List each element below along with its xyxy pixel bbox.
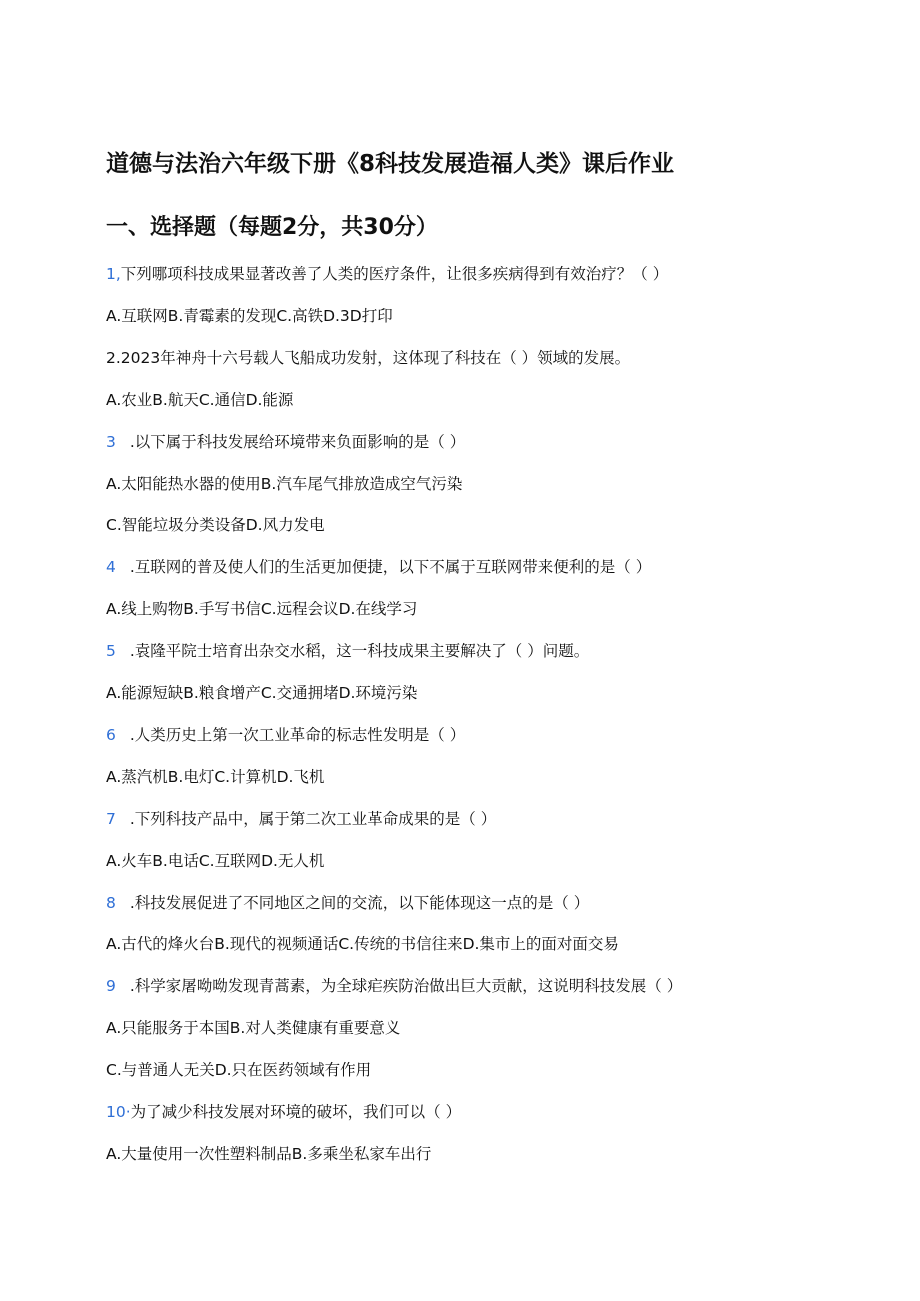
question-text: .科技发展促进了不同地区之间的交流，以下能体现这一点的是（ ）	[129, 894, 590, 912]
question-line	[106, 263, 668, 285]
option-line	[106, 850, 324, 872]
question-line	[106, 556, 651, 578]
option-line	[106, 514, 325, 536]
question-text: 2.2023年神舟十六号载人飞船成功发射，这体现了科技在（ ）领域的发展。	[106, 349, 631, 367]
question-number: 9	[106, 977, 116, 995]
question-number: 8	[106, 894, 116, 912]
question-number: 1,	[106, 265, 121, 283]
option-text: A.农业B.航天C.通信D.能源	[106, 391, 294, 409]
option-text: A.线上购物B.手写书信C.远程会议D.在线学习	[106, 600, 418, 618]
question-number: 7	[106, 810, 116, 828]
option-line	[106, 682, 417, 704]
question-line	[106, 347, 630, 369]
option-line	[106, 305, 393, 327]
option-text: A.火车B.电话C.互联网D.无人机	[106, 852, 325, 870]
question-text: .以下属于科技发展给环境带来负面影响的是（ ）	[129, 433, 466, 451]
question-line	[106, 808, 496, 830]
question-number: 4	[106, 558, 116, 576]
question-line	[106, 975, 682, 997]
option-line	[106, 1143, 431, 1165]
option-text: A.大量使用一次性塑料制品B.多乘坐私家车出行	[106, 1145, 432, 1163]
question-line	[106, 431, 465, 453]
option-line	[106, 473, 462, 495]
question-number: 3	[106, 433, 116, 451]
question-number: 10·	[106, 1103, 131, 1121]
question-line	[106, 1101, 461, 1123]
option-text: A.太阳能热水器的使用B.汽车尾气排放造成空气污染	[106, 475, 463, 493]
section-heading: 一、选择题（每题2分，共30分）	[106, 215, 438, 240]
option-text: A.互联网B.青霉素的发现C.高铁D.3D打印	[106, 307, 393, 325]
option-text: A.只能服务于本国B.对人类健康有重要意义	[106, 1019, 401, 1037]
page-title: 道德与法治六年级下册《8科技发展造福人类》课后作业	[106, 151, 675, 177]
question-text: 为了减少科技发展对环境的破坏，我们可以（ ）	[130, 1103, 462, 1121]
option-line	[106, 1059, 371, 1081]
question-text: 下列哪项科技成果显著改善了人类的医疗条件，让很多疾病得到有效治疗？（ ）	[120, 265, 669, 283]
option-line	[106, 598, 417, 620]
option-line	[106, 766, 324, 788]
option-text: C.智能垃圾分类设备D.风力发电	[106, 516, 325, 534]
question-text: .下列科技产品中，属于第二次工业革命成果的是（ ）	[129, 810, 497, 828]
option-text: A.能源短缺B.粮食增产C.交通拥堵D.环境污染	[106, 684, 418, 702]
option-line	[106, 933, 619, 955]
question-text: .互联网的普及使人们的生活更加便捷，以下不属于互联网带来便利的是（ ）	[129, 558, 652, 576]
question-text: .袁隆平院士培育出杂交水稻，这一科技成果主要解决了（ ）问题。	[129, 642, 590, 660]
question-number: 5	[106, 642, 116, 660]
question-line	[106, 892, 589, 914]
option-line	[106, 389, 293, 411]
option-text: C.与普通人无关D.只在医药领域有作用	[106, 1061, 372, 1079]
question-text: .人类历史上第一次工业革命的标志性发明是（ ）	[129, 726, 466, 744]
question-number: 6	[106, 726, 116, 744]
question-text: .科学家屠呦呦发现青蒿素，为全球疟疾防治做出巨大贡献，这说明科技发展（ ）	[129, 977, 683, 995]
question-line	[106, 724, 465, 746]
option-text: A.古代的烽火台B.现代的视频通话C.传统的书信往来D.集市上的面对面交易	[106, 935, 619, 953]
option-text: A.蒸汽机B.电灯C.计算机D.飞机	[106, 768, 325, 786]
question-line	[106, 640, 589, 662]
option-line	[106, 1017, 400, 1039]
